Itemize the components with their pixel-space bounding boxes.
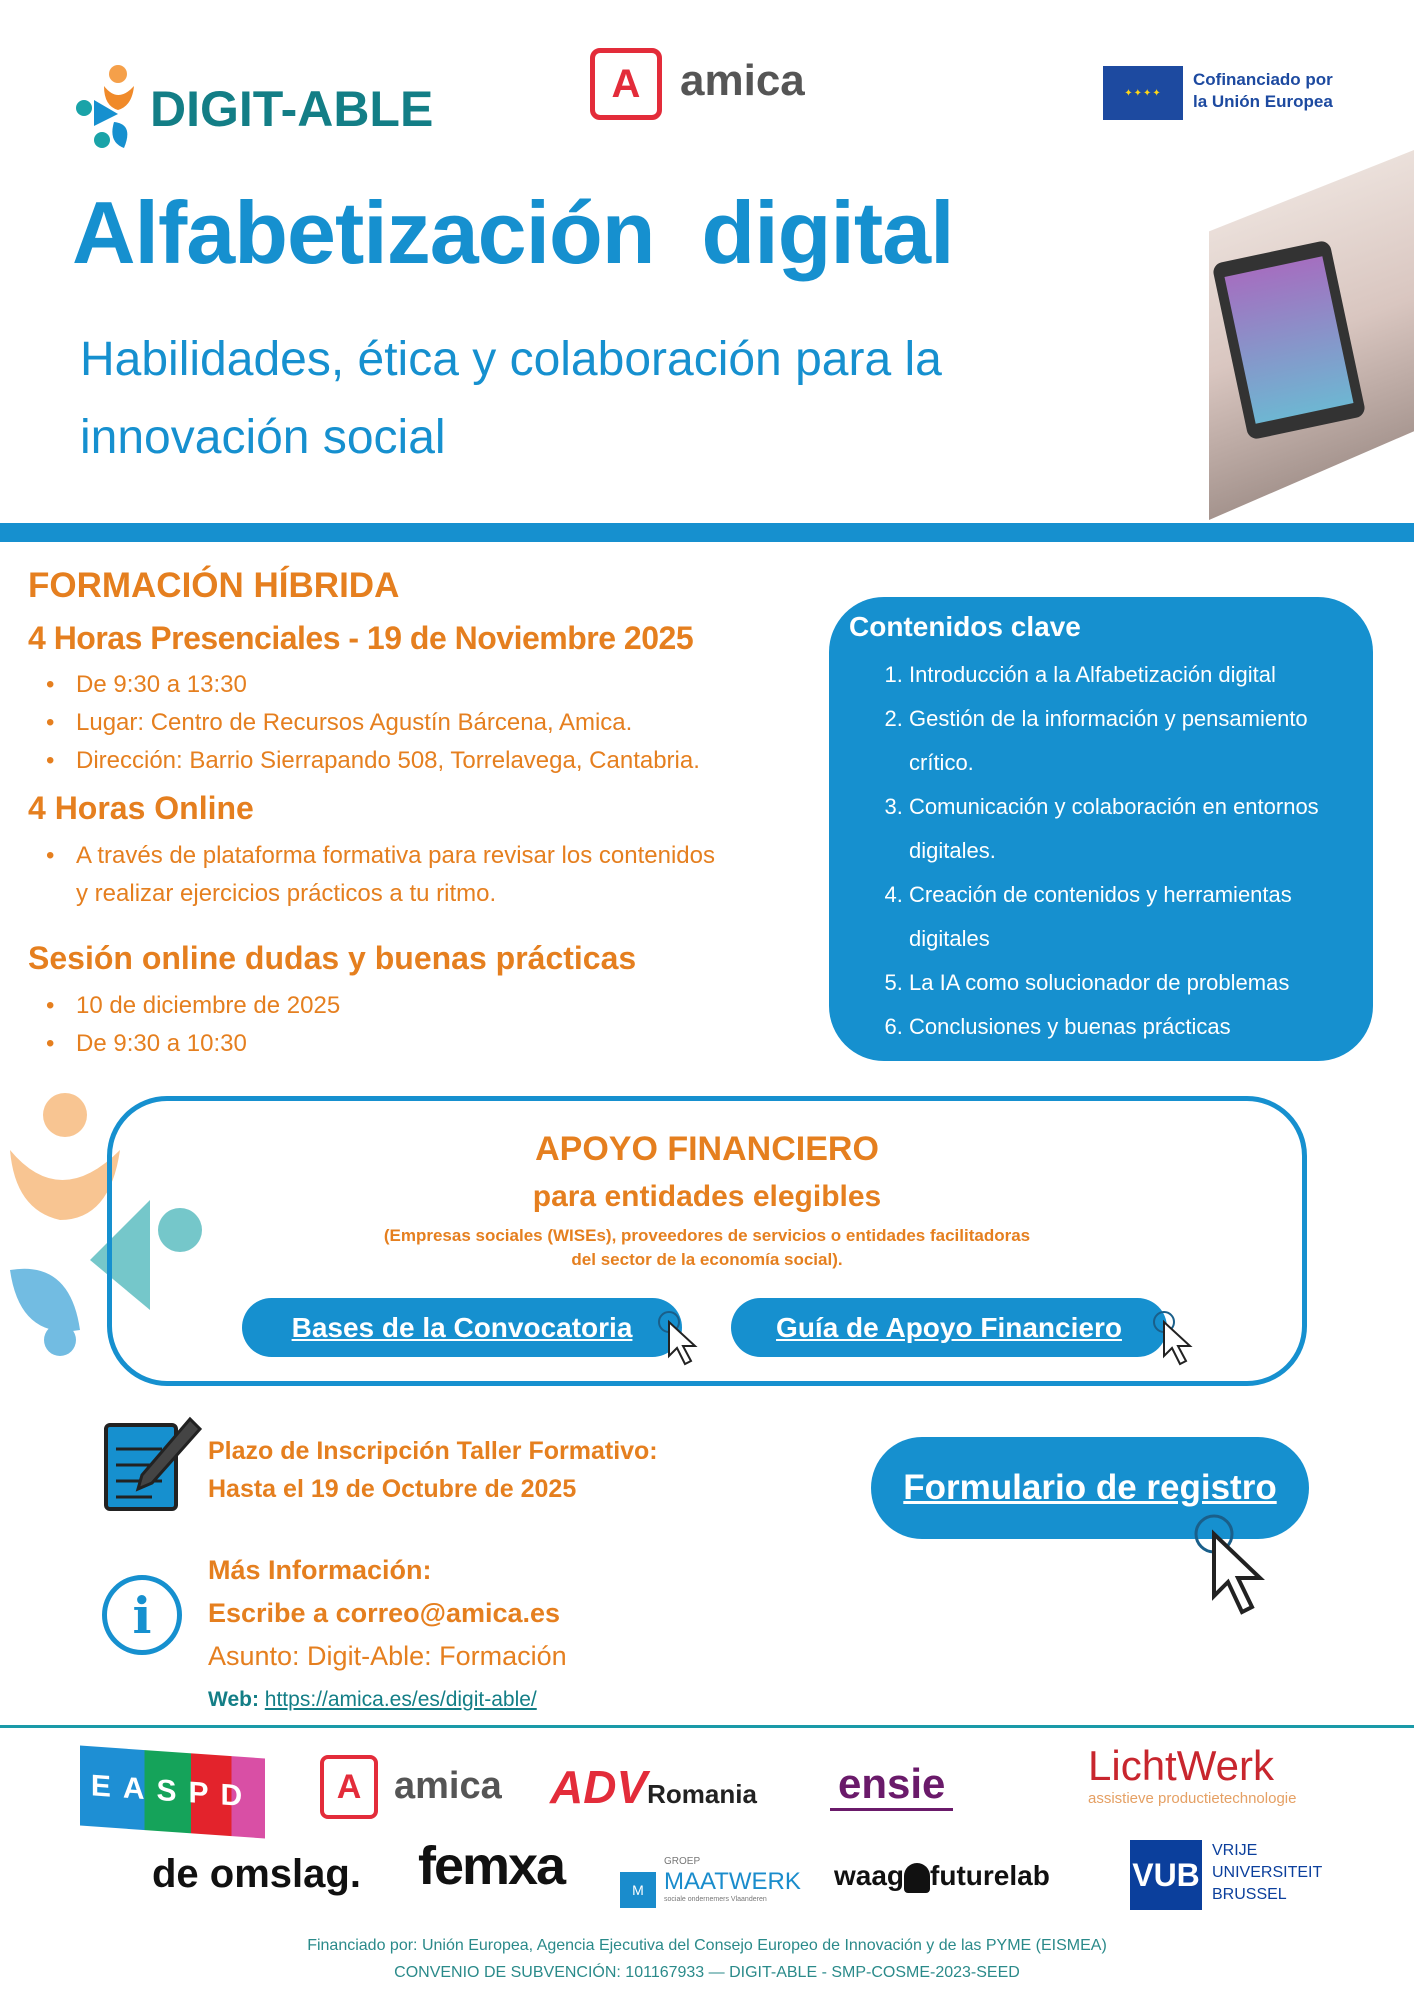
eu-cofunding-badge (1103, 66, 1353, 120)
femxa-logo: femxa (418, 1836, 565, 1896)
info-web (208, 1688, 537, 1712)
notepad-pencil-icon (102, 1409, 202, 1513)
tablet-photo (1209, 150, 1414, 520)
eu-text-2: la Unión Europea (1193, 92, 1333, 111)
guia-apoyo-button[interactable]: Guía de Apoyo Financiero (731, 1298, 1167, 1357)
cursor-icon (655, 1308, 705, 1368)
key-contents-list (849, 653, 1353, 1049)
subtitle-line-1: Habilidades, ética y colaboración para la (80, 333, 942, 386)
eu-flag-icon: ✦✦✦✦ (1103, 66, 1183, 120)
list-item: • De 9:30 a 10:30 (28, 1025, 728, 1063)
presencial-list (28, 666, 818, 780)
support-note-1: (Empresas sociales (WISEs), proveedores de servicios o entidades facilitadoras (383, 1226, 1031, 1245)
online-list (28, 837, 728, 913)
list-item: • Dirección: Barrio Sierrapando 508, Torrelavega, Cantabria. (28, 742, 818, 780)
subtitle-line-2: innovación social (80, 411, 446, 464)
digitable-figure-icon (74, 64, 146, 152)
info-icon: i (102, 1575, 182, 1655)
list-item: 1. Introducción a la Alfabetización digital (909, 653, 1353, 697)
digitable-logo (74, 64, 434, 154)
amica-logo-text: amica (680, 56, 805, 105)
eu-text-1: Cofinanciado por (1193, 70, 1333, 89)
de-omslag-logo: de omslag. (152, 1852, 361, 1896)
key-contents-title: Contenidos clave (849, 611, 1081, 642)
easpd-logo: EASPD (80, 1746, 265, 1839)
header-divider-bar (0, 523, 1414, 542)
list-item: 4. Creación de contenidos y herramientas digitales (909, 873, 1353, 961)
list-item: • De 9:30 a 13:30 (28, 666, 818, 704)
vub-logo: VUB VRIJE UNIVERSITEIT BRUSSEL (1130, 1840, 1330, 1910)
list-item: • 10 de diciembre de 2025 (28, 987, 728, 1025)
amica-logo-mark: A (590, 48, 662, 120)
list-item: 5. La IA como solucionador de problemas (909, 961, 1353, 1005)
list-item: • Lugar: Centro de Recursos Agustín Bárcena, Amica. (28, 704, 818, 742)
key-contents-box (829, 597, 1373, 1061)
list-item: 2. Gestión de la información y pensamiento crítico. (909, 697, 1353, 785)
footer-divider (0, 1725, 1414, 1728)
session-list (28, 987, 728, 1063)
amica-logo (590, 48, 820, 120)
cursor-icon (1150, 1308, 1200, 1368)
page-title: Alfabetización digital (72, 183, 954, 282)
list-item: 3. Comunicación y colaboración en entornos digitales. (909, 785, 1353, 873)
session-title: Sesión online dudas y buenas prácticas (28, 940, 637, 976)
list-item: 6. Conclusiones y buenas prácticas (909, 1005, 1353, 1049)
maatwerk-logo: M GROEP MAATWERK sociale ondernemers Vlaanderen (620, 1850, 800, 1910)
ensie-logo: ensie (830, 1760, 953, 1811)
registration-form-button[interactable]: Formulario de registro (871, 1437, 1309, 1539)
lichtwerk-logo: LichtWerk assistieve productietechnologie (1088, 1742, 1297, 1807)
deadline-line-2: Hasta el 19 de Octubre de 2025 (208, 1475, 577, 1503)
footer-grant-line: CONVENIO DE SUBVENCIÓN: 101167933 — DIGIT-ABLE - SMP-COSME-2023-SEED (394, 1964, 1020, 1981)
bases-convocatoria-button[interactable]: Bases de la Convocatoria (242, 1298, 682, 1357)
support-note-2: del sector de la economía social). (571, 1250, 843, 1269)
waag-futurelab-logo: waag futurelab (834, 1860, 1050, 1891)
digitable-logo-text: DIGIT-ABLE (150, 81, 434, 137)
online-title: 4 Horas Online (28, 790, 254, 826)
support-subtitle: para entidades elegibles (532, 1180, 882, 1213)
web-label: Web: (208, 1688, 259, 1711)
deadline-line-1: Plazo de Inscripción Taller Formativo: (208, 1437, 658, 1465)
training-heading: FORMACIÓN HÍBRIDA (28, 566, 400, 605)
list-item: • A través de plataforma formativa para revisar los contenidos y realizar ejercicios prácticos a tu ritmo. (28, 837, 728, 913)
adv-romania-logo: ADVRomania (550, 1761, 757, 1813)
info-subject: Asunto: Digit-Able: Formación (208, 1641, 567, 1671)
presencial-title: 4 Horas Presenciales - 19 de Noviembre 2025 (28, 620, 694, 656)
cursor-icon (1188, 1508, 1278, 1618)
info-title: Más Información: (208, 1555, 432, 1585)
web-link[interactable]: https://amica.es/es/digit-able/ (264, 1688, 537, 1711)
support-title: APOYO FINANCIERO (535, 1130, 879, 1168)
footer-funding-line: Financiado por: Unión Europea, Agencia Ejecutiva del Consejo Europeo de Innovación y de las PYME (EISMEA) (307, 1937, 1107, 1954)
info-email: Escribe a correo@amica.es (208, 1598, 561, 1628)
amica-partner-logo: A amica (320, 1755, 520, 1819)
